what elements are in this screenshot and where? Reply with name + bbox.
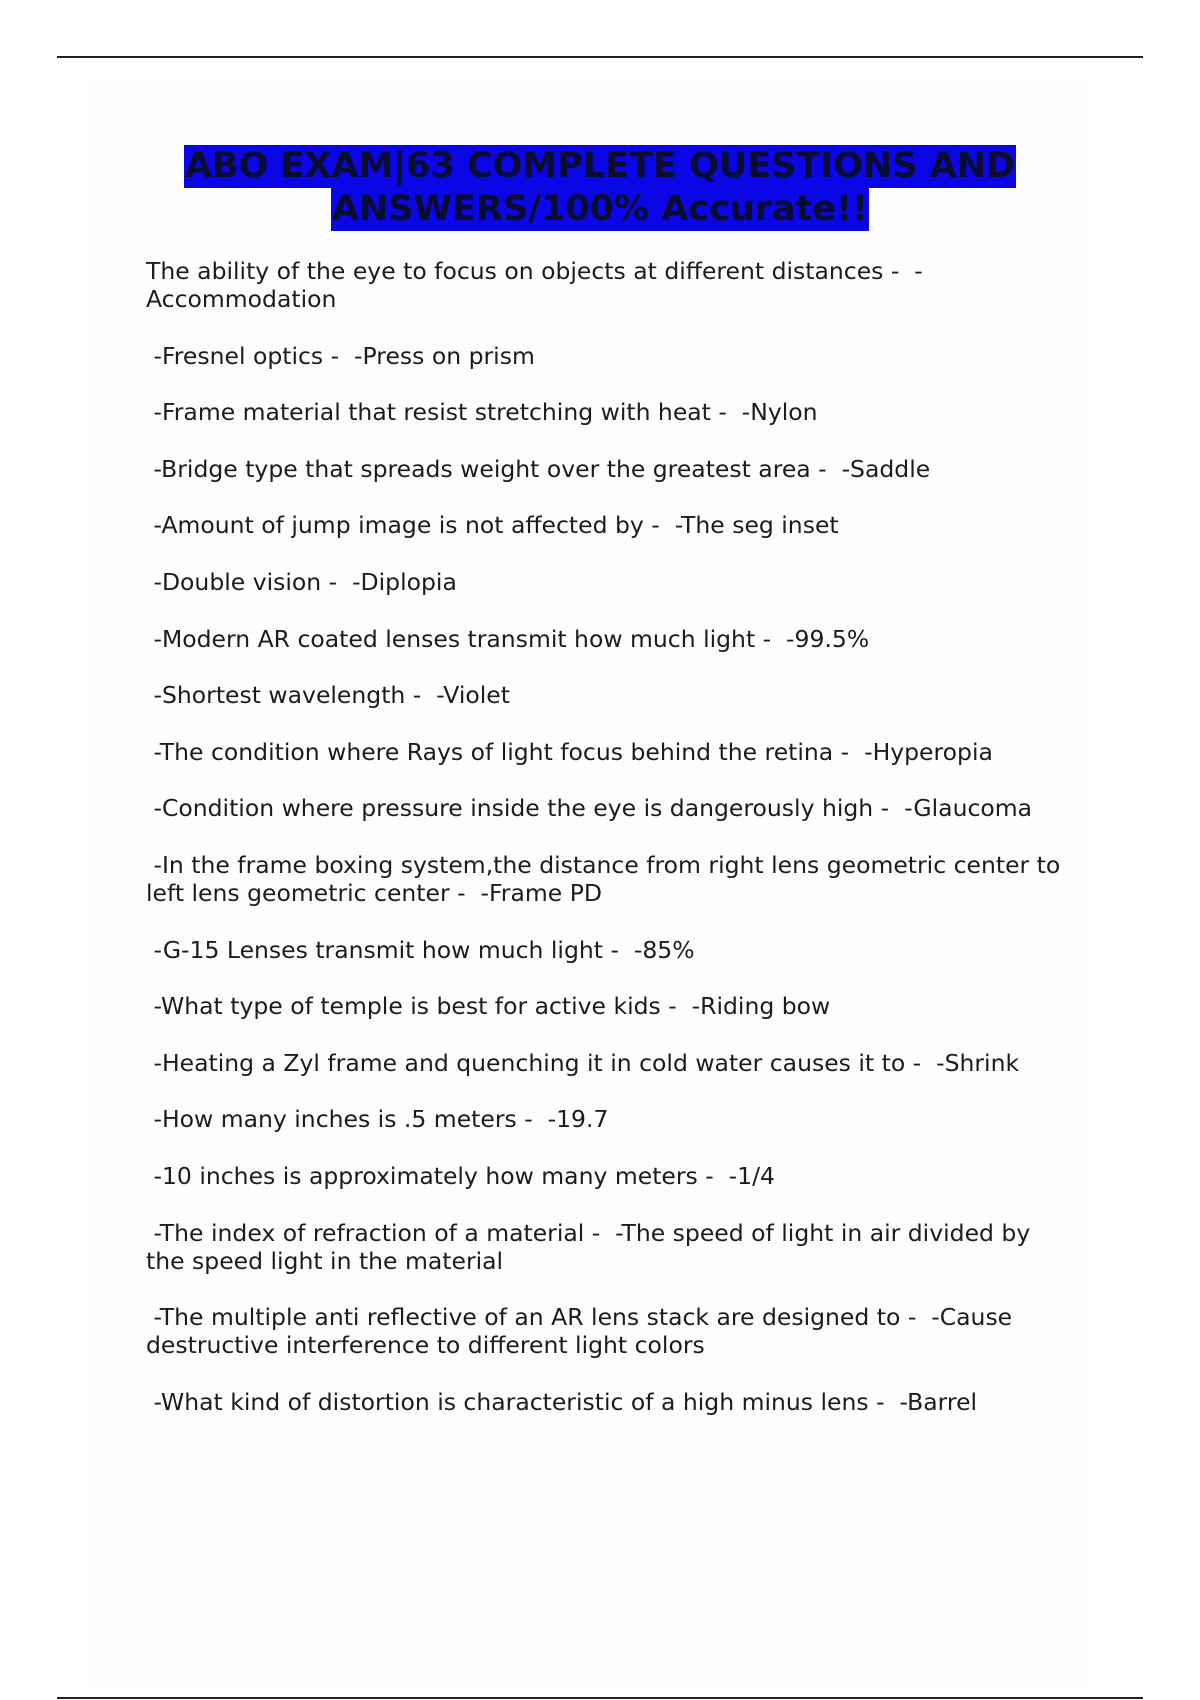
qa-list [146,257,1096,1444]
qa-item: -Bridge type that spreads weight over the greatest area - -Saddle [146,454,931,483]
qa-item: -Modern AR coated lenses transmit how much light - -99.5% [146,624,870,653]
qa-item: -In the frame boxing system,the distance from right lens geometric center to left lens geometric center - -Frame PD [146,850,1061,907]
qa-item: -Amount of jump image is not affected by - -The seg inset [146,511,839,540]
qa-item: -G-15 Lenses transmit how much light - -85% [146,935,695,964]
qa-item: -The condition where Rays of light focus behind the retina - -Hyperopia [146,737,993,766]
qa-item: The ability of the eye to focus on objects at different distances - - Accommodation [146,257,923,313]
qa-item: -What kind of distortion is characteristic of a high minus lens - -Barrel [146,1387,978,1416]
document-title [0,145,1200,231]
qa-item: -Condition where pressure inside the eye is dangerously high - -Glaucoma [146,794,1033,823]
qa-item: -10 inches is approximately how many meters - -1/4 [146,1161,775,1190]
qa-item: -The index of refraction of a material - -The speed of light in air divided by the speed light in the material [146,1218,1031,1275]
title-line-1: ABO EXAM|63 COMPLETE QUESTIONS AND [184,146,1016,186]
qa-item: -What type of temple is best for active kids - -Riding bow [146,992,831,1021]
top-rule [57,56,1143,58]
bottom-rule [57,1697,1143,1699]
title-line-2: ANSWERS/100% Accurate!! [331,189,869,229]
qa-item: -Fresnel optics - -Press on prism [146,341,535,370]
qa-item: -How many inches is .5 meters - -19.7 [146,1105,609,1134]
qa-item: -Shortest wavelength - -Violet [146,681,510,710]
qa-item: -Frame material that resist stretching with heat - -Nylon [146,398,818,427]
qa-item: -Heating a Zyl frame and quenching it in cold water causes it to - -Shrink [146,1048,1020,1077]
qa-item: -The multiple anti reflective of an AR lens stack are designed to - -Cause destructive interference to different light colors [146,1303,1013,1360]
qa-item: -Double vision - -Diplopia [146,567,457,596]
